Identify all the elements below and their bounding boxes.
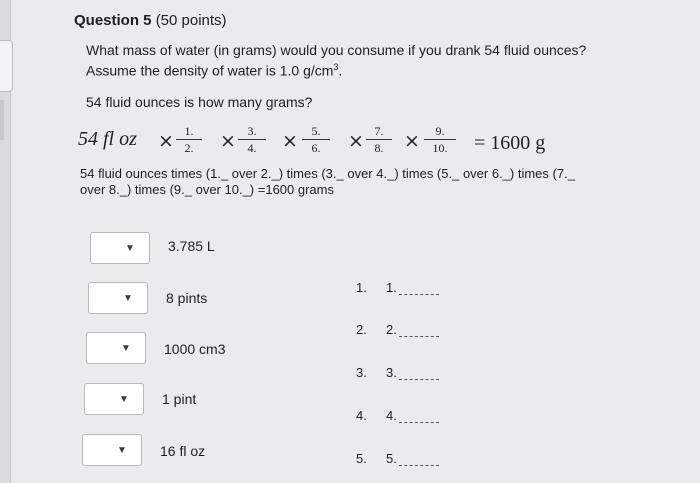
- target-slot-label: 3.: [386, 365, 397, 380]
- fraction-4-numerator: 7.: [374, 124, 384, 138]
- option-label-4: 1 pint: [162, 391, 197, 407]
- match-dropdown-5[interactable]: [82, 434, 142, 466]
- question-number: Question 5: [74, 12, 152, 29]
- target-slot[interactable]: [386, 280, 439, 295]
- equation-result: = 1600 g: [474, 132, 546, 154]
- chevron-down-icon: ▼: [125, 243, 135, 254]
- match-dropdown-1[interactable]: [90, 232, 150, 264]
- explanation-line-2: over 8._) times (9._ over 10._) =1600 grams: [80, 182, 334, 197]
- fraction-5: [424, 124, 456, 155]
- target-slot-label: 5.: [386, 451, 397, 466]
- target-number: 3.: [356, 365, 367, 380]
- times-sign: ×: [282, 130, 298, 152]
- target-number: 2.: [356, 322, 367, 337]
- equation-explanation: [80, 166, 640, 198]
- times-sign: ×: [158, 130, 174, 152]
- prompt-line-1: What mass of water (in grams) would you consume if you drank 54 fluid ounces?: [86, 42, 587, 58]
- times-sign: ×: [404, 130, 420, 152]
- match-dropdown-3[interactable]: [86, 332, 146, 364]
- fraction-3-denominator: 6.: [311, 141, 321, 155]
- target-slot[interactable]: [386, 365, 439, 380]
- conversion-equation: [78, 122, 638, 166]
- fraction-bar: [238, 139, 266, 140]
- fraction-4-denominator: 8.: [374, 141, 384, 155]
- option-label-5: 16 fl oz: [160, 443, 206, 459]
- prompt-line-2: [86, 59, 646, 80]
- fraction-bar: [302, 139, 330, 140]
- fraction-bar: [366, 139, 392, 140]
- fraction-4: [366, 124, 392, 155]
- chevron-down-icon: ▼: [117, 445, 127, 456]
- explanation-line-1: 54 fluid ounces times (1._ over 2._) times (3._ over 4._) times (5._ over 6._) times (7._: [80, 166, 575, 181]
- equation-lead: 54 fl oz: [78, 128, 137, 150]
- target-number: 4.: [356, 408, 367, 423]
- target-slot-label: 2.: [386, 322, 397, 337]
- match-dropdown-4[interactable]: [84, 383, 144, 415]
- question-prompt: [86, 42, 646, 80]
- prompt-line-2-end: .: [338, 62, 343, 79]
- fraction-1-numerator: 1.: [184, 124, 194, 138]
- chevron-down-icon: ▼: [119, 394, 129, 405]
- fraction-5-numerator: 9.: [435, 124, 445, 138]
- left-panel-tab[interactable]: [0, 40, 13, 92]
- times-sign: ×: [220, 130, 236, 152]
- fraction-2-denominator: 4.: [247, 141, 257, 155]
- target-number: 1.: [356, 280, 367, 295]
- prompt-line-2-text: Assume the density of water is 1.0 g/cm: [86, 62, 334, 79]
- fraction-bar: [424, 139, 456, 140]
- prompt-superscript: 3: [333, 62, 339, 72]
- left-panel-marker: [0, 100, 4, 140]
- sub-question: 54 fluid ounces is how many grams?: [86, 94, 313, 110]
- fraction-2: [238, 124, 266, 155]
- target-slot-label: 4.: [386, 408, 397, 423]
- chevron-down-icon: ▼: [123, 293, 133, 304]
- times-sign: ×: [348, 130, 364, 152]
- target-number: 5.: [356, 451, 367, 466]
- fraction-bar: [176, 139, 202, 140]
- option-label-2: 8 pints: [166, 290, 208, 306]
- question-title: [74, 12, 227, 29]
- fraction-1-denominator: 2.: [184, 141, 194, 155]
- chevron-down-icon: ▼: [121, 343, 131, 354]
- option-label-3: 1000 cm3: [164, 341, 226, 357]
- question-points: (50 points): [155, 12, 227, 29]
- target-slot[interactable]: [386, 451, 439, 466]
- target-slot-label: 1.: [386, 280, 397, 295]
- fraction-3-numerator: 5.: [311, 124, 321, 138]
- option-label-1: 3.785 L: [168, 238, 215, 254]
- fraction-1: [176, 124, 202, 155]
- target-slot[interactable]: [386, 322, 439, 337]
- target-slot[interactable]: [386, 408, 439, 423]
- fraction-3: [302, 124, 330, 155]
- fraction-5-denominator: 10.: [432, 141, 448, 155]
- match-dropdown-2[interactable]: [88, 282, 148, 314]
- fraction-2-numerator: 3.: [247, 124, 257, 138]
